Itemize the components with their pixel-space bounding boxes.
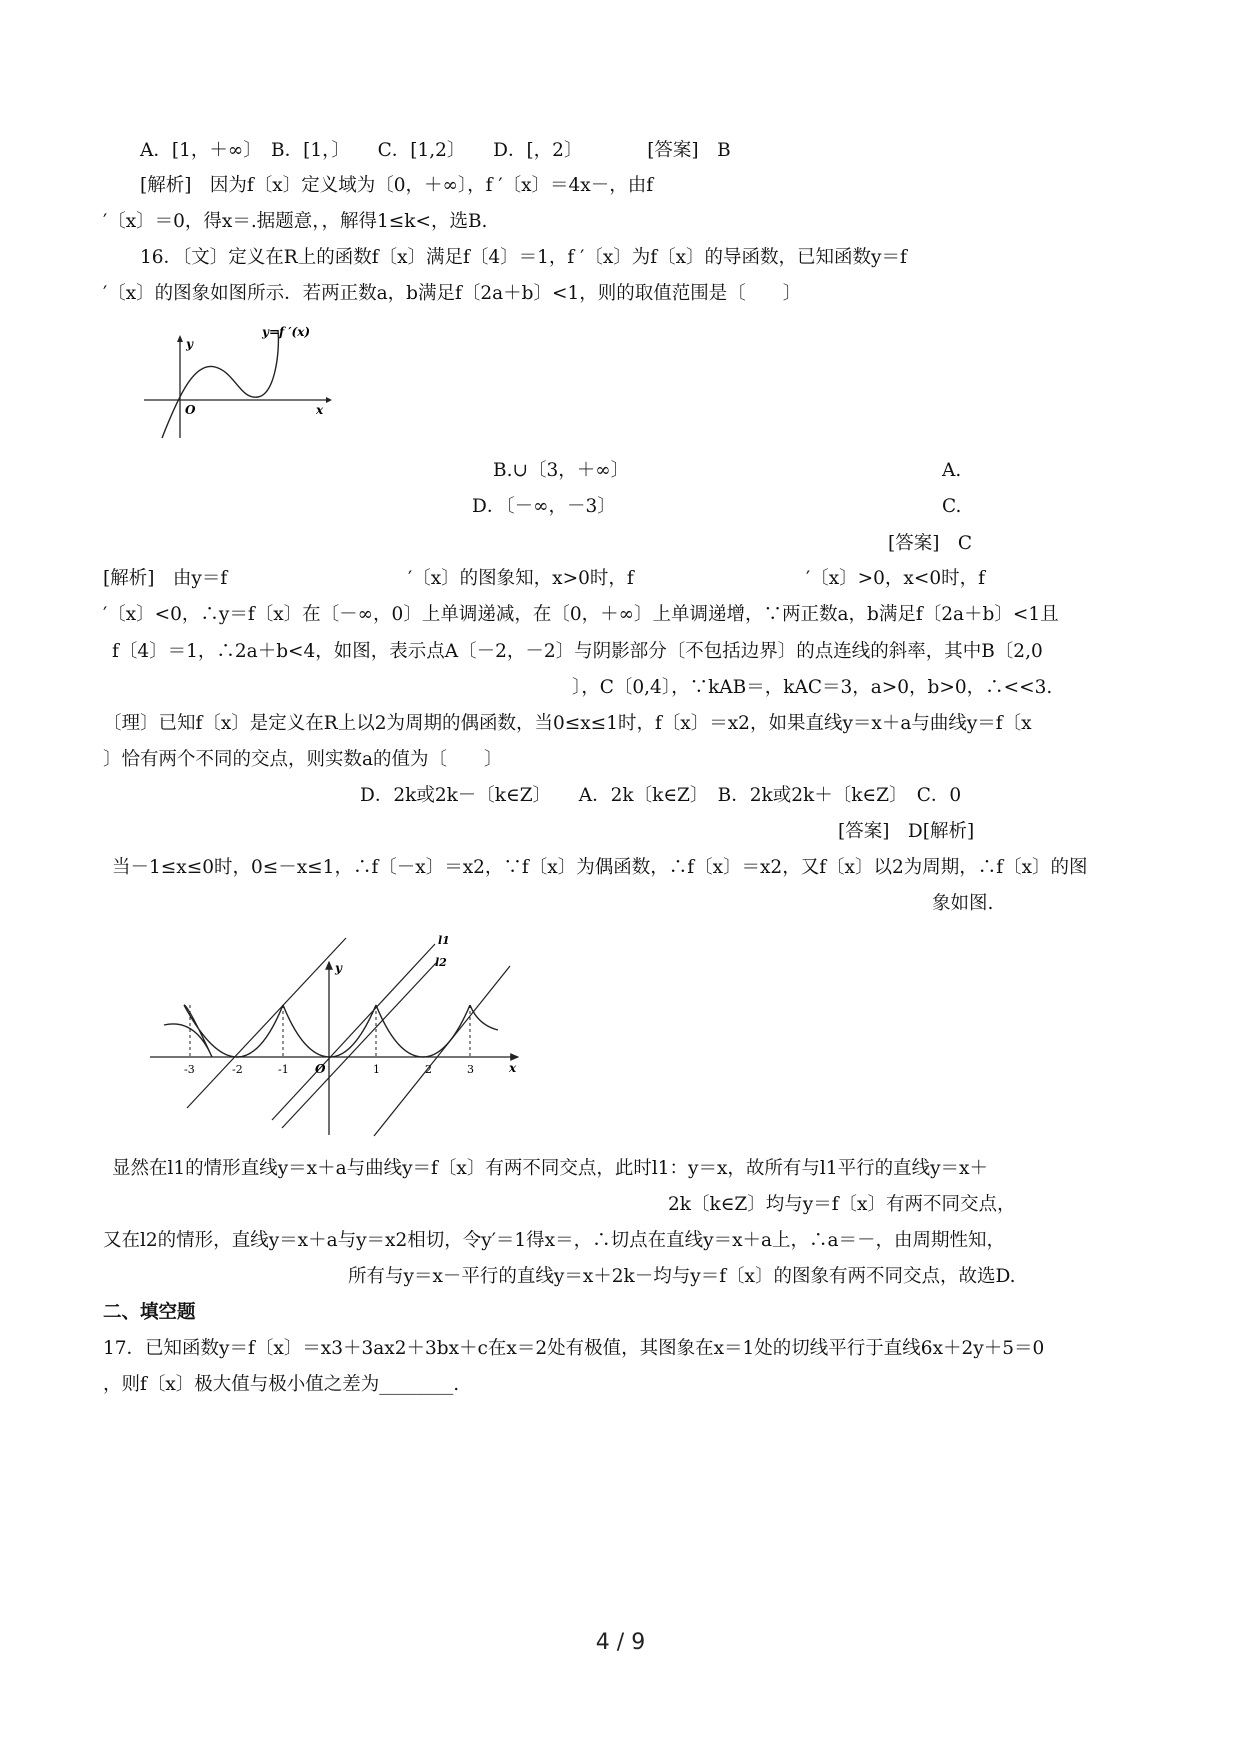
q16-analysis-4: 〕，C〔0,4〕，∵kAB＝，kAC＝3，a>0，b>0，∴<<3. [572,677,1053,698]
q16-option-a: A. [942,460,962,481]
q16-answer: [答案] C [888,533,973,554]
line1-label: l1 [438,934,450,947]
q16-analysis-2: ′〔x〕<0，∴y＝f〔x〕在〔－∞，0〕上单调递减，在〔0，＋∞〕上单调递增，∵两正数a，b满足f〔2a＋b〕<1且 [103,604,1059,625]
y-axis-label: y [186,337,193,351]
y-axis-arrow [177,335,183,342]
line-l2 [282,963,436,1128]
q16-analysis-3: f〔4〕＝1，∴2a＋b<4，如图，表示点A〔－2，－2〕与阴影部分〔不包括边界〕的点连线的斜率，其中B〔2,0 [112,641,1043,662]
y-axis-label: y [335,961,342,975]
q16-stem-2: ′〔x〕的图象如图所示．若两正数a，b满足f〔2a＋b〕<1，则的取值范围是〔 〕 [103,283,802,304]
tick-label: -3 [184,1063,195,1076]
line-right [374,966,510,1136]
q16-option-d: D．〔－∞，－3〕 [472,496,616,517]
q16-stem-1: 16．〔文〕定义在R上的函数f〔x〕满足f〔4〕＝1，f ′〔x〕为f〔x〕的导函数，已知函数y＝f [140,247,907,268]
q16-option-b: B.∪〔3，＋∞〕 [493,460,630,481]
curve-label: y=f ′(x) [262,325,311,339]
q16-li-stem-2: 〕恰有两个不同的交点，则实数a的值为〔 〕 [103,749,503,770]
q16-li-options: D．2k或2k－〔k∈Z〕 A．2k〔k∈Z〕 B．2k或2k＋〔k∈Z〕 C．0 [360,785,962,806]
x-axis-label: x [509,1061,517,1075]
section-heading-fill-in: 二、填空题 [103,1302,196,1323]
q16-li-explain-3: 又在l2的情形，直线y＝x＋a与y＝x2相切，令y′＝1得x＝，∴切点在直线y＝x＋a上，∴a＝－，由周期性知， [103,1230,1006,1251]
x-axis-arrow [326,397,332,403]
q16-option-c: C. [942,496,962,517]
x-axis-label: x [316,403,324,417]
q16-li-answer: [答案] D[解析] [838,821,975,842]
tick-label: 1 [373,1063,380,1076]
q16-li-analysis-2: 象如图. [932,893,994,914]
q16-li-stem-1: 〔理〕已知f〔x〕是定义在R上以2为周期的偶函数，当0≤x≤1时，f〔x〕＝x2，如果直线y＝x＋a与曲线y＝f〔x [103,713,1032,734]
q15-analysis-2: ′〔x〕＝0，得x＝.据题意，，解得1≤k<，选B. [103,211,488,232]
q15-options: A．[1，＋∞〕 B．[1，〕 C．[1,2〕 D．[，2〕 [答案] B [140,140,731,161]
q15-analysis-1: [解析] 因为f〔x〕定义域为〔0，＋∞〕，f ′〔x〕＝4x－，由f [140,175,654,196]
tick-label: -2 [232,1063,243,1076]
periodic-function-figure [142,930,532,1142]
q16-analysis-1c: ′〔x〕>0，x<0时，f [806,568,985,589]
page-number: 4 / 9 [595,1630,646,1655]
q16-analysis-1a: [解析] 由y＝f [103,568,228,589]
q16-li-analysis-1: 当－1≤x≤0时，0≤－x≤1，∴f〔－x〕＝x2，∵f〔x〕为偶函数，∴f〔x〕＝x2，又f〔x〕以2为周期，∴f〔x〕的图 [112,857,1088,878]
q17-stem-1: 17．已知函数y＝f〔x〕＝x3＋3ax2＋3bx＋c在x＝2处有极值，其图象在x＝1处的切线平行于直线6x＋2y＋5＝0 [103,1338,1045,1359]
q16-analysis-1b: ′〔x〕的图象知，x>0时，f [408,568,634,589]
tick-label: 2 [425,1063,432,1076]
q16-li-explain-2: 2k〔k∈Z〕均与y＝f〔x〕有两不同交点， [668,1194,1016,1215]
q16-li-explain-1: 显然在l1的情形直线y＝x＋a与曲线y＝f〔x〕有两不同交点，此时l1：y＝x，故所有与l1平行的直线y＝x＋ [112,1158,988,1179]
q16-li-explain-4: 所有与y＝x－平行的直线y＝x＋2k－均与y＝f〔x〕的图象有两不同交点，故选D. [348,1266,1016,1287]
q17-stem-2: ，则f〔x〕极大值与极小值之差为________. [103,1374,460,1395]
tick-label: 3 [467,1063,474,1076]
periodic-curve [164,1005,498,1057]
line-left [187,938,346,1108]
line2-label: l2 [435,956,447,969]
derivative-graph-figure [140,322,340,442]
origin-label: O [185,403,196,417]
tick-label: -1 [278,1063,289,1076]
origin-label: O [315,1062,326,1076]
